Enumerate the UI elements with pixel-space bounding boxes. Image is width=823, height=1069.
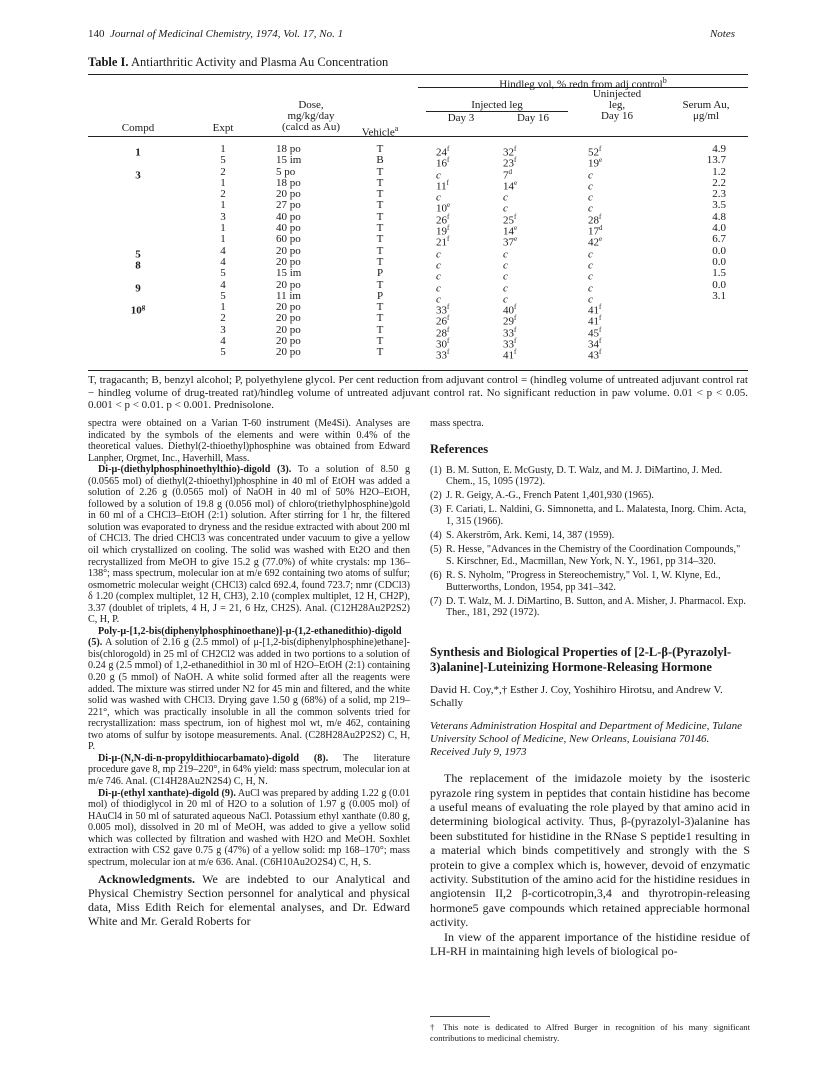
paragraph-compound-3: Di-μ-(diethylphosphinoethylthio)-digold (3). To a solution of 8.50 g (0.0565 mol) of diethyl(2-thioethyl)phosphine in 40 ml of EtOH was added a solution of 2.26 g (0.0565 mol) of NaOH in 40 ml of 50% H2O–EtOH, followed by a solution of 19.8 g (0.056 mol) of chloro(triethylphosphine)gold in 60 ml of a CHCl3–EtOH (2:1) solution. After stirring for 1 hr, the filtered solution was evaporated to dryness and the residue extracted with about 200 ml of CHCl3. The dried CHCl3 was concentrated under vacuum to give a yellow oil which crystallized on cooling. The solid was washed with Et2O and then recrystallized from MeOH to give 15.2 g (77.0%) of white crystals: mp 136–138°; mass spectrum, molecular ion at m/e 692 containing two atoms of sulfur; osmometric molecular weight (CHCl3) calcd 692.4, found 723.7; nmr (CDCl3) δ 1.20 (complex multiplet, 12 H, CH3), 2.10 (complex multiplet, 12 H, CH2P), 3.37 (doublet of triplets, 4 H, J = 21, 6 Hz, CH2S). Anal. (C12H28Au2P2S2) C, H, P. <box>88 464 411 626</box>
cell-expt: 3 <box>220 323 226 336</box>
cell-un: c <box>588 293 593 306</box>
cell-veh: T <box>376 210 384 223</box>
expt-header: Expt <box>212 122 234 134</box>
table-row <box>88 323 748 340</box>
cell-d3: 28$^f$ <box>436 325 450 340</box>
cell-expt: 4 <box>220 335 226 348</box>
cell-un: 45$^f$ <box>588 325 602 340</box>
cell-d3: c <box>436 259 441 272</box>
cell-un: 19e <box>588 156 603 170</box>
reference-item: (7) D. T. Walz, M. J. DiMartino, B. Sutton, and A. Misher, J. Pharmacol. Exp. Ther., 181, 292 (1972). <box>430 595 746 619</box>
table-row <box>88 222 748 238</box>
cell-expt: 5 <box>220 289 226 302</box>
dose-header-1: Dose, <box>298 99 324 111</box>
injected-leg-header: Injected leg <box>471 99 523 111</box>
paragraph-spectra: spectra were obtained on a Varian T-60 instrument (Me4Si). Analyses are indicated by the symbols of the elements and were within 0.4% of the theoretical values. Diethyl(2-thioethyl)phosphine was obtained from Edward Lanpher, Orgmet, Inc., Haverhill, Mass. <box>88 418 410 464</box>
cell-un: c <box>588 180 593 193</box>
table-row <box>88 278 748 295</box>
cell-un: 17$^d$ <box>588 224 603 238</box>
left-column <box>88 418 410 928</box>
cell-au: 1.2 <box>712 165 726 178</box>
paragraph-compound-8: Di-μ-(N,N-di-n-propyldithiocarbamato)-digold (8). The literature procedure gave 8, mp 219–220°, in 64% yield: mass spectrum, molecular ion at m/e 746. Anal. (C14H28Au2N2S4) C, H, N. <box>88 752 410 787</box>
cell-veh: T <box>376 176 384 189</box>
cell-d16: c <box>503 191 508 204</box>
cell-d3: 26$^f$ <box>436 314 450 329</box>
article-body-paragraph-1: The replacement of the imidazole moiety by the isosteric pyrazole ring system in peptides that contain histidine has become a useful means of evaluating the role played by that amino acid in determining biological activity. Thus, β-(pyrazolyl-3)alanine has been substituted for histidine in the RNase S peptide1 resulting in a material which binds competitively and strongly with the S protein to give a complex which is, however, devoid of enzymatic activity. Substitution of the amino acid for the histidine residues in angiotensin II,2 β-corticotropin,3,4 and thyrotropin-releasing hormone5 gave compounds which retained appreciable hormonal activity. <box>430 771 750 930</box>
table-row <box>88 312 748 329</box>
cell-d16: 25$^f$ <box>503 212 517 227</box>
cell-d3: c <box>436 282 441 295</box>
cell-un: c <box>588 203 593 216</box>
reference-item: (1) B. M. Sutton, E. McGusty, D. T. Walz, and M. J. DiMartino, J. Med. Chem., 15, 1095 (1972). <box>430 464 723 488</box>
cell-compd: 3 <box>135 169 141 182</box>
cell-au: 3.1 <box>712 289 726 302</box>
cell-veh: T <box>376 346 384 359</box>
cell-dose: 40 po <box>276 210 301 223</box>
cell-d16: 7$^d$ <box>503 167 512 182</box>
cell-veh: T <box>376 301 384 314</box>
cell-dose: 15 im <box>276 154 302 167</box>
table-label: Table I. <box>88 55 129 69</box>
cell-au: 0.0 <box>712 255 726 268</box>
cell-dose: 18 po <box>276 176 301 189</box>
cell-dose: 15 im <box>276 267 302 280</box>
day16-header: Day 16 <box>516 112 550 124</box>
cell-d16: c <box>503 282 508 295</box>
cell-d3: 10e <box>436 201 451 216</box>
table-row <box>88 301 748 317</box>
table-row <box>88 289 748 306</box>
cell-veh: T <box>376 255 384 268</box>
reference-item: (6) R. S. Nyholm, "Progress in Stereochemistry," Vol. 1, W. Klyne, Ed., Butterworths, London, 1954, pp 341–342. <box>430 569 721 593</box>
cell-un: 34$^f$ <box>588 337 602 351</box>
cell-un: 42e <box>588 235 603 250</box>
cell-d3: 19$^f$ <box>436 224 450 238</box>
cell-un: c <box>588 248 593 261</box>
cell-veh: T <box>376 244 384 257</box>
cell-d16: 23$^f$ <box>503 156 517 170</box>
cell-au: 6.7 <box>712 233 726 246</box>
uninjected-header-1: Uninjected <box>592 88 642 100</box>
article-affiliation: Veterans Administration Hospital and Department of Medicine, Tulane University School of Medicine, New Orleans, Louisiana 70146. Received July 9, 1973 <box>430 720 743 759</box>
cell-un: c <box>588 270 593 283</box>
table-row <box>88 233 748 250</box>
cell-compd: 5 <box>135 248 141 261</box>
cell-dose: 20 po <box>276 312 301 325</box>
cell-compd: 8 <box>135 259 141 272</box>
reference-item: (5) R. Hesse, "Advances in the Chemistry of the Coordination Compounds," S. Kirschner, Ed., Macmillan, New York, N. Y., 1961, pp 314–320. <box>430 544 741 567</box>
header-bottom-rule <box>88 136 748 137</box>
cell-d16: 40$^f$ <box>503 303 517 317</box>
cell-expt: 1 <box>220 233 226 246</box>
cell-d3: c <box>436 248 441 261</box>
table-caption: Antiarthritic Activity and Plasma Au Concentration <box>130 55 389 69</box>
cell-au: 4.8 <box>712 210 726 223</box>
article-title: Synthesis and Biological Properties of [2-L-β-(Pyrazolyl-3)alanine]-Luteinizing Hormone-Releasing Hormone <box>430 645 732 674</box>
cell-veh: T <box>376 165 384 178</box>
vehicle-header: Vehicle$^a$ <box>361 124 399 139</box>
cell-veh: T <box>376 143 384 155</box>
cell-d16: 29$^f$ <box>503 314 517 329</box>
cell-veh: P <box>376 289 384 302</box>
cell-veh: T <box>376 312 384 325</box>
table-bottom-rule <box>88 370 748 371</box>
cell-dose: 60 po <box>276 233 301 246</box>
table-body <box>88 143 748 362</box>
cell-d3: 33$^f$ <box>436 303 450 317</box>
table-row <box>88 165 748 182</box>
cell-d3: c <box>436 191 441 204</box>
cell-veh: T <box>376 222 384 235</box>
table-footnote: T, tragacanth; B, benzyl alcohol; P, polyethylene glycol. Per cent reduction from adjuvant control = (hindleg volume of untreated adjuvant control rat − hindleg volume of drug-treated rat)/hindleg volume of untreated adjuvant control rat. No significant reduction in paw volume. 0.01 < p < 0.05. 0.001 < p < 0.01. p < 0.001. Prednisolone. <box>88 374 748 412</box>
cell-dose: 18 po <box>276 143 301 155</box>
cell-dose: 20 po <box>276 323 301 336</box>
cell-d3: c <box>436 293 441 306</box>
cell-d16: 32$^f$ <box>503 145 517 159</box>
cell-expt: 4 <box>220 278 226 291</box>
page-header-left <box>88 28 343 40</box>
cell-d16: c <box>503 293 508 306</box>
table-row <box>88 335 748 351</box>
cell-un: 28$^f$ <box>588 212 602 227</box>
cell-d3: 16$^f$ <box>436 156 450 170</box>
table-row <box>88 199 748 216</box>
cell-compd: 1 <box>135 146 141 159</box>
cell-veh: B <box>376 154 384 167</box>
paragraph-compound-5: Poly-μ-[1,2-bis(diphenylphosphinoethane)]-μ-(1,2-ethanedithio)-digold (5). A solution of 2.16 g (2.5 mmol) of μ-[1,2-bis(diphenylphosphine)ethane]-bis(chlorogold) in 25 ml of CH2Cl2 was added in two portions to a solution of 0.24 g (2.5 mmol) of 1,2-ethanedithiol in 30 ml of H2O–EtOH (2:1) containing 0.20 g (5 mmol) of NaOH. A white solid formed after all the reagents were added. The mixture was stirred under N2 for 45 min and filtered, and the white solid was washed with CHCl3. Drying gave 1.50 g (68%) of a solid, mp 219–221°, which was practically insoluble in all the common solvents tried for recrystallization: mass spectrum, ion of highest mol wt, m/e 462, containing two atoms of sulfur by isotope measurements. Anal. (C28H28Au2P2S2) C, H, P. <box>88 625 410 753</box>
cell-expt: 4 <box>220 244 226 257</box>
cell-dose: 20 po <box>276 346 301 359</box>
cell-d3: 21$^f$ <box>436 235 450 250</box>
footnote-divider <box>430 1016 490 1017</box>
table-row <box>88 188 748 204</box>
reference-item: (4) S. Akerström, Ark. Kemi, 14, 387 (1959). <box>430 530 615 542</box>
cell-d16: 14e <box>503 178 518 193</box>
cell-dose: 40 po <box>276 222 301 235</box>
cell-dose: 20 po <box>276 244 301 257</box>
cell-veh: T <box>376 278 384 291</box>
cell-au: 1.5 <box>712 267 726 280</box>
references-heading: References <box>430 441 489 456</box>
journal-name: Journal of Medicinal Chemistry, 1974, Vol. 17, No. 1 <box>110 28 344 40</box>
cell-dose: 20 po <box>276 335 301 348</box>
cell-dose: 20 po <box>276 188 301 201</box>
cell-dose: 20 po <box>276 301 301 314</box>
serum-header-1: Serum Au, <box>682 99 730 111</box>
cell-dose: 20 po <box>276 278 301 291</box>
dedication-footnote: † This note is dedicated to Alfred Burger in recognition of his many significant contributions to medicinal chemistry. <box>430 1022 750 1043</box>
cell-veh: T <box>376 323 384 336</box>
cell-veh: T <box>376 233 384 246</box>
paragraph-compound-9: Di-μ-(ethyl xanthate)-digold (9). AuCl was prepared by adding 1.22 g (0.01 mol) of thiodiglycol in 20 ml of H2O to a solution of 1.97 g (0.005 mol) of HAuCl4 in 50 ml of saturated aqueous NaCl. Potassium ethyl xanthate (0.80 g, 0.005 mol), dissolved in 20 ml of MeOH, was added to give a yellow solid which was collected by filtration and washed with H2O and MeOH. Soxhlet extraction with CS2 gave 0.75 g (47%) of a yellow solid: mp 168–170°; mass spectrum, molecular ion at m/e 636. Anal. (C6H10Au2O2S4) C, H, S. <box>88 787 410 868</box>
cell-expt: 1 <box>220 199 226 212</box>
cell-expt: 1 <box>220 301 226 314</box>
table-title <box>88 55 388 70</box>
article-authors: David H. Coy,*,† Esther J. Coy, Yoshihiro Hirotsu, and Andrew V. Schally <box>430 684 723 710</box>
cell-un: 52$^f$ <box>588 145 602 159</box>
cell-d16: 41$^f$ <box>503 348 517 362</box>
table-row <box>88 255 748 272</box>
cell-expt: 5 <box>220 346 226 359</box>
cell-d3: 30$^f$ <box>436 337 450 351</box>
article-body-paragraph-2: In view of the apparent importance of the histidine residue of LH-RH in maintaining high levels of biological po- <box>430 929 750 959</box>
acknowledgments: Acknowledgments. We are indebted to our Analytical and Physical Chemistry Section personnel for analytical and physical data, Miss Edith Reich for elemental analyses, and Dr. Edward White and Mr. Gerald Roberts for <box>88 872 410 929</box>
mass-spectra-continuation: mass spectra. <box>430 418 484 429</box>
table-row <box>88 143 748 159</box>
cell-expt: 2 <box>220 165 226 178</box>
cell-un: 41$^f$ <box>588 303 602 317</box>
compd-header: Compd <box>121 122 155 134</box>
cell-d3: 33$^f$ <box>436 348 450 362</box>
references-list <box>430 465 750 620</box>
section-label: Notes <box>709 28 735 40</box>
cell-dose: 5 po <box>276 165 296 178</box>
uninjected-header-2: leg, <box>608 99 626 111</box>
reference-item: (3) F. Cariati, L. Naldini, G. Simnonetta, and L. Malatesta, Inorg. Chim. Acta, 1, 315 (1966). <box>430 504 747 528</box>
cell-dose: 11 im <box>276 289 301 302</box>
cell-d3: c <box>436 169 441 182</box>
cell-expt: 4 <box>220 255 226 268</box>
cell-au: 13.7 <box>706 154 726 167</box>
cell-d16: c <box>503 203 508 216</box>
cell-veh: T <box>376 335 384 348</box>
cell-veh: P <box>376 267 384 280</box>
hindleg-group-rule <box>418 87 748 88</box>
cell-d3: 26$^f$ <box>436 212 450 227</box>
cell-veh: T <box>376 188 384 201</box>
cell-dose: 20 po <box>276 255 301 268</box>
cell-compd: 10$^g$ <box>130 303 146 317</box>
table-row <box>88 176 748 193</box>
hindleg-group-header: Hindleg vol, % redn from adj control$^b$ <box>499 76 667 91</box>
cell-un: c <box>588 169 593 182</box>
reference-item: (2) J. R. Geigy, A.-G., French Patent 1,401,930 (1965). <box>430 490 654 502</box>
cell-expt: 1 <box>220 143 226 155</box>
cell-d16: 14e <box>503 224 518 238</box>
cell-un: 41$^f$ <box>588 314 602 329</box>
running-head <box>88 28 735 46</box>
cell-un: c <box>588 282 593 295</box>
cell-au: 4.9 <box>712 143 726 155</box>
cell-expt: 1 <box>220 176 226 189</box>
cell-veh: T <box>376 199 384 212</box>
uninjected-header-3: Day 16 <box>600 110 634 122</box>
cell-au: 2.3 <box>712 188 726 201</box>
dose-header-3: (calcd as Au) <box>281 121 341 133</box>
cell-d16: c <box>503 259 508 272</box>
cell-expt: 2 <box>220 188 226 201</box>
cell-expt: 3 <box>220 210 226 223</box>
cell-d3: 24$^f$ <box>436 145 450 159</box>
cell-un: 43$^f$ <box>588 348 602 362</box>
cell-expt: 5 <box>220 154 226 167</box>
cell-compd: 9 <box>135 282 141 295</box>
dose-header-2: mg/kg/day <box>287 110 335 122</box>
cell-d16: 33$^f$ <box>503 325 517 340</box>
cell-d3: 11$^f$ <box>436 178 449 193</box>
cell-d3: c <box>436 270 441 283</box>
right-column <box>430 418 750 959</box>
cell-un: c <box>588 191 593 204</box>
cell-expt: 2 <box>220 312 226 325</box>
table-row <box>88 244 748 261</box>
table-row <box>88 154 748 170</box>
day3-header: Day 3 <box>447 112 475 124</box>
cell-au: 3.5 <box>712 199 726 212</box>
cell-expt: 1 <box>220 222 226 235</box>
cell-un: c <box>588 259 593 272</box>
cell-d16: 37e <box>503 235 518 250</box>
cell-expt: 5 <box>220 267 226 280</box>
cell-au: 4.0 <box>712 222 726 235</box>
cell-d16: c <box>503 248 508 261</box>
cell-d16: c <box>503 270 508 283</box>
cell-au: 0.0 <box>712 244 726 257</box>
cell-dose: 27 po <box>276 199 301 212</box>
page-number: 140 <box>88 28 105 40</box>
cell-au: 0.0 <box>712 278 726 291</box>
serum-header-2: μg/ml <box>692 110 720 122</box>
table-row <box>88 267 748 283</box>
table-row <box>88 210 748 227</box>
cell-au: 2.2 <box>712 176 726 189</box>
table-row <box>88 346 748 362</box>
cell-d16: 33$^f$ <box>503 337 517 351</box>
